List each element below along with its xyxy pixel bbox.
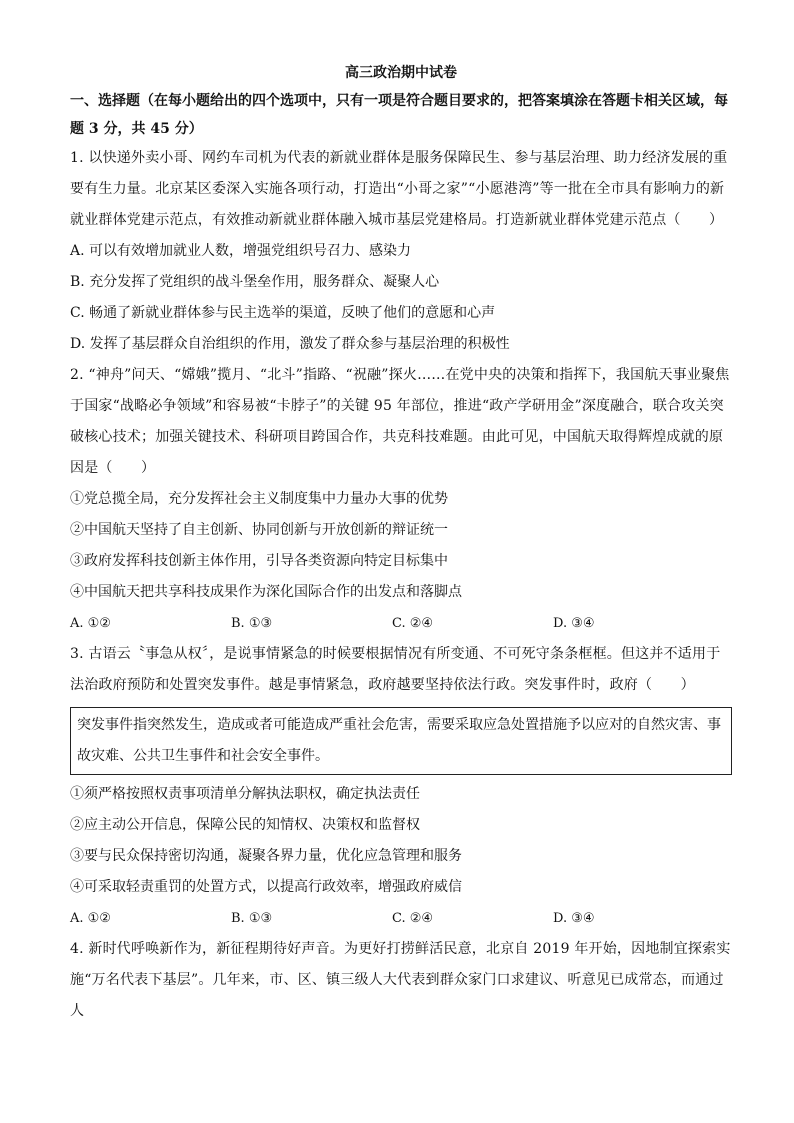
statement-2: ②中国航天坚持了自主创新、协同创新与开放创新的辩证统一: [70, 522, 448, 538]
question-stem: 2. “神舟”问天、“嫦娥”揽月、“北斗”指路、“祝融”探火……在党中央的决策和指挥下，我国航天事业聚焦于国家“战略必争领域”和容易被“卡脖子”的关键 95 年部位，推进“政产学研用金”深度融合，联合攻关突破核心技术；加强关键技术、科研项目跨国合作，共克科技难题。由此可见，中国航天取得辉煌成就的原因是（ ）: [70, 367, 730, 476]
option-d: D. 发挥了基层群众自治组织的作用，激发了群众参与基层治理的积极性: [70, 336, 510, 352]
choice-c: C. ②④: [392, 911, 434, 926]
statement-1: ①党总揽全局，充分发挥社会主义制度集中力量办大事的优势: [70, 491, 448, 507]
statement-3: ③政府发挥科技创新主体作用，引导各类资源向特定目标集中: [70, 553, 448, 569]
choice-d: D. ③④: [553, 911, 595, 926]
question-3: [70, 639, 732, 934]
question-2: [70, 360, 732, 639]
option-c: C. 畅通了新就业群体参与民主选举的渠道，反映了他们的意愿和心声: [70, 305, 496, 321]
choice-b: B. ①③: [231, 911, 273, 926]
statement-4: ④中国航天把共享科技成果作为深化国际合作的出发点和落脚点: [70, 584, 462, 600]
page-title: 高三政治期中试卷: [345, 65, 457, 81]
definition-box: 突发事件指突然发生，造成或者可能造成严重社会危害，需要采取应急处置措施予以应对的自然灾害、事故灾难、公共卫生事件和社会安全事件。: [70, 707, 732, 775]
statement-1: ①须严格按照权责事项清单分解执法职权，确定执法责任: [70, 786, 420, 802]
exam-page: [70, 62, 732, 1027]
question-stem: 1. 以快递外卖小哥、网约车司机为代表的新就业群体是服务保障民生、参与基层治理、助力经济发展的重要有生力量。北京某区委深入实施各项行动，打造出“小哥之家”“小愿港湾”等一批在全市具有影响力的新就业群体党建示范点，有效推动新就业群体融入城市基层党建格局。打造新就业群体党建示范点（ ）: [70, 150, 728, 228]
answer-choices: [70, 903, 732, 934]
question-1: [70, 143, 732, 360]
choice-b: B. ①③: [231, 616, 273, 631]
choice-d: D. ③④: [553, 616, 595, 631]
statement-2: ②应主动公开信息，保障公民的知情权、决策权和监督权: [70, 817, 420, 833]
option-b: B. 充分发挥了党组织的战斗堡垒作用，服务群众、凝聚人心: [70, 274, 440, 290]
answer-choices: [70, 608, 732, 639]
question-4: [70, 934, 732, 1027]
statement-4: ④可采取轻责重罚的处置方式，以提高行政效率，增强政府威信: [70, 879, 462, 895]
choice-c: C. ②④: [392, 616, 434, 631]
choice-a: A. ①②: [70, 911, 111, 926]
section-heading: 一、选择题（在每小题给出的四个选项中，只有一项是符合题目要求的，把答案填涂在答题卡相关区域，每题 3 分，共 45 分）: [70, 93, 728, 137]
choice-a: A. ①②: [70, 616, 111, 631]
question-stem: 4. 新时代呼唤新作为，新征程期待好声音。为更好打捞鲜活民意，北京自 2019 年开始，因地制宜探索实施“万名代表下基层”。几年来，市、区、镇三级人大代表到群众家门口求建议、听意见已成常态，而通过人: [70, 941, 731, 1019]
option-a: A. 可以有效增加就业人数，增强党组织号召力、感染力: [70, 243, 412, 259]
statement-3: ③要与民众保持密切沟通，凝聚各界力量，优化应急管理和服务: [70, 848, 462, 864]
question-stem: 3. 古语云〝事急从权〞，是说事情紧急的时候要根据情况有所变通、不可死守条条框框。但这并不适用于法治政府预防和处置突发事件。越是事情紧急，政府越要坚持依法行政。突发事件时，政府（ ）: [70, 646, 721, 693]
